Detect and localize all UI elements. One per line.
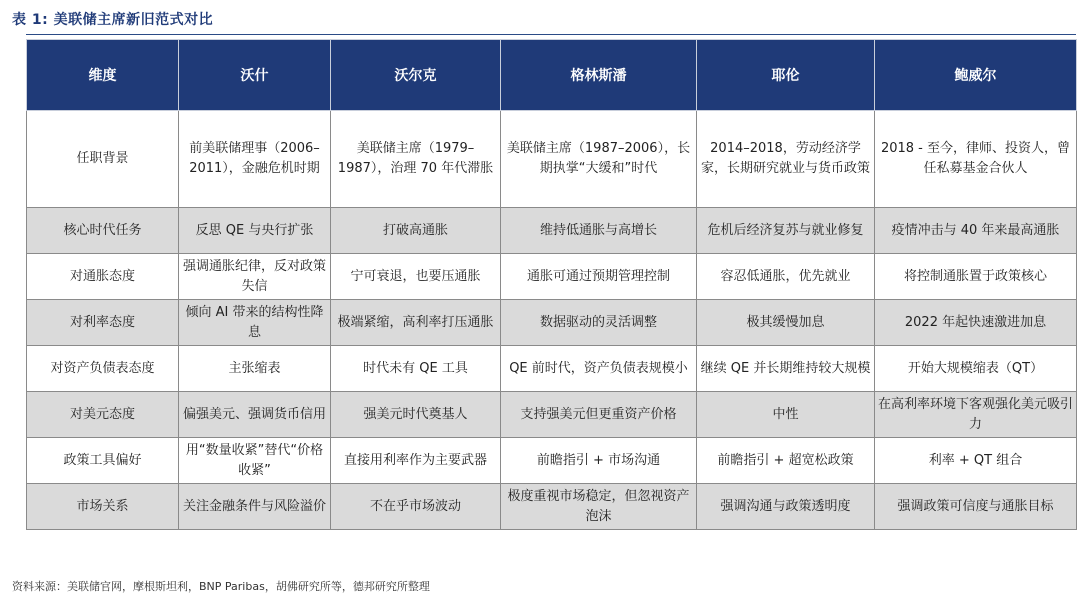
table-cell: 强调政策可信度与通胀目标 — [875, 484, 1077, 530]
table-title: 表 1: 美联储主席新旧范式对比 — [12, 12, 214, 28]
table-cell: 开始大规模缩表（QT） — [875, 346, 1077, 392]
table-cell: QE 前时代，资产负债表规模小 — [501, 346, 697, 392]
table-cell: 2022 年起快速激进加息 — [875, 300, 1077, 346]
header-greenspan: 格林斯潘 — [501, 40, 697, 111]
table-cell: 强调通胀纪律，反对政策失信 — [179, 254, 331, 300]
table-cell: 时代未有 QE 工具 — [331, 346, 501, 392]
table-cell: 倾向 AI 带来的结构性降息 — [179, 300, 331, 346]
table-row — [27, 254, 1077, 300]
source-note: 资料来源：美联储官网，摩根斯坦利，BNP Paribas，胡佛研究所等，德邦研究所整理 — [12, 580, 430, 593]
table-cell: 美联储主席（1979–1987），治理 70 年代滞胀 — [331, 111, 501, 208]
table-cell: 宁可衰退，也要压通胀 — [331, 254, 501, 300]
header-yellen: 耶伦 — [697, 40, 875, 111]
table-row — [27, 208, 1077, 254]
header-powell: 鲍威尔 — [875, 40, 1077, 111]
table-header-row — [27, 40, 1077, 111]
table-cell: 偏强美元、强调货币信用 — [179, 392, 331, 438]
table-row — [27, 438, 1077, 484]
table-cell: 数据驱动的灵活调整 — [501, 300, 697, 346]
table-cell: 将控制通胀置于政策核心 — [875, 254, 1077, 300]
table-row — [27, 392, 1077, 438]
table-cell: 继续 QE 并长期维持较大规模 — [697, 346, 875, 392]
table-cell: 不在乎市场波动 — [331, 484, 501, 530]
title-divider — [26, 34, 1076, 35]
header-dimension: 维度 — [27, 40, 179, 111]
table-row — [27, 346, 1077, 392]
row-label: 市场关系 — [27, 484, 179, 530]
table-cell: 在高利率环境下客观强化美元吸引力 — [875, 392, 1077, 438]
table-cell: 极度重视市场稳定，但忽视资产泡沫 — [501, 484, 697, 530]
table-cell: 直接用利率作为主要武器 — [331, 438, 501, 484]
table-cell: 主张缩表 — [179, 346, 331, 392]
table-cell: 打破高通胀 — [331, 208, 501, 254]
table-cell: 前瞻指引 + 超宽松政策 — [697, 438, 875, 484]
table-cell: 通胀可通过预期管理控制 — [501, 254, 697, 300]
comparison-table — [26, 39, 1077, 530]
table-cell: 危机后经济复苏与就业修复 — [697, 208, 875, 254]
row-label: 政策工具偏好 — [27, 438, 179, 484]
table-cell: 极端紧缩，高利率打压通胀 — [331, 300, 501, 346]
row-label: 任职背景 — [27, 111, 179, 208]
table-cell: 反思 QE 与央行扩张 — [179, 208, 331, 254]
table-cell: 用“数量收紧”替代“价格收紧” — [179, 438, 331, 484]
row-label: 对资产负债表态度 — [27, 346, 179, 392]
table-cell: 支持强美元但更重资产价格 — [501, 392, 697, 438]
table-cell: 强调沟通与政策透明度 — [697, 484, 875, 530]
table-cell: 容忍低通胀，优先就业 — [697, 254, 875, 300]
table-row — [27, 111, 1077, 208]
table-cell: 中性 — [697, 392, 875, 438]
table-cell: 2018 - 至今，律师、投资人，曾任私募基金合伙人 — [875, 111, 1077, 208]
table-cell: 维持低通胀与高增长 — [501, 208, 697, 254]
row-label: 对利率态度 — [27, 300, 179, 346]
table-row — [27, 484, 1077, 530]
header-volcker: 沃尔克 — [331, 40, 501, 111]
table-cell: 2014–2018，劳动经济学家，长期研究就业与货币政策 — [697, 111, 875, 208]
table-cell: 美联储主席（1987–2006），长期执掌“大缓和”时代 — [501, 111, 697, 208]
table-cell: 前瞻指引 + 市场沟通 — [501, 438, 697, 484]
table-row — [27, 300, 1077, 346]
row-label: 对美元态度 — [27, 392, 179, 438]
header-warsh: 沃什 — [179, 40, 331, 111]
row-label: 核心时代任务 — [27, 208, 179, 254]
table-cell: 利率 + QT 组合 — [875, 438, 1077, 484]
table-cell: 关注金融条件与风险溢价 — [179, 484, 331, 530]
table-cell: 极其缓慢加息 — [697, 300, 875, 346]
row-label: 对通胀态度 — [27, 254, 179, 300]
table-cell: 疫情冲击与 40 年来最高通胀 — [875, 208, 1077, 254]
table-cell: 前美联储理事（2006–2011），金融危机时期 — [179, 111, 331, 208]
table-cell: 强美元时代奠基人 — [331, 392, 501, 438]
